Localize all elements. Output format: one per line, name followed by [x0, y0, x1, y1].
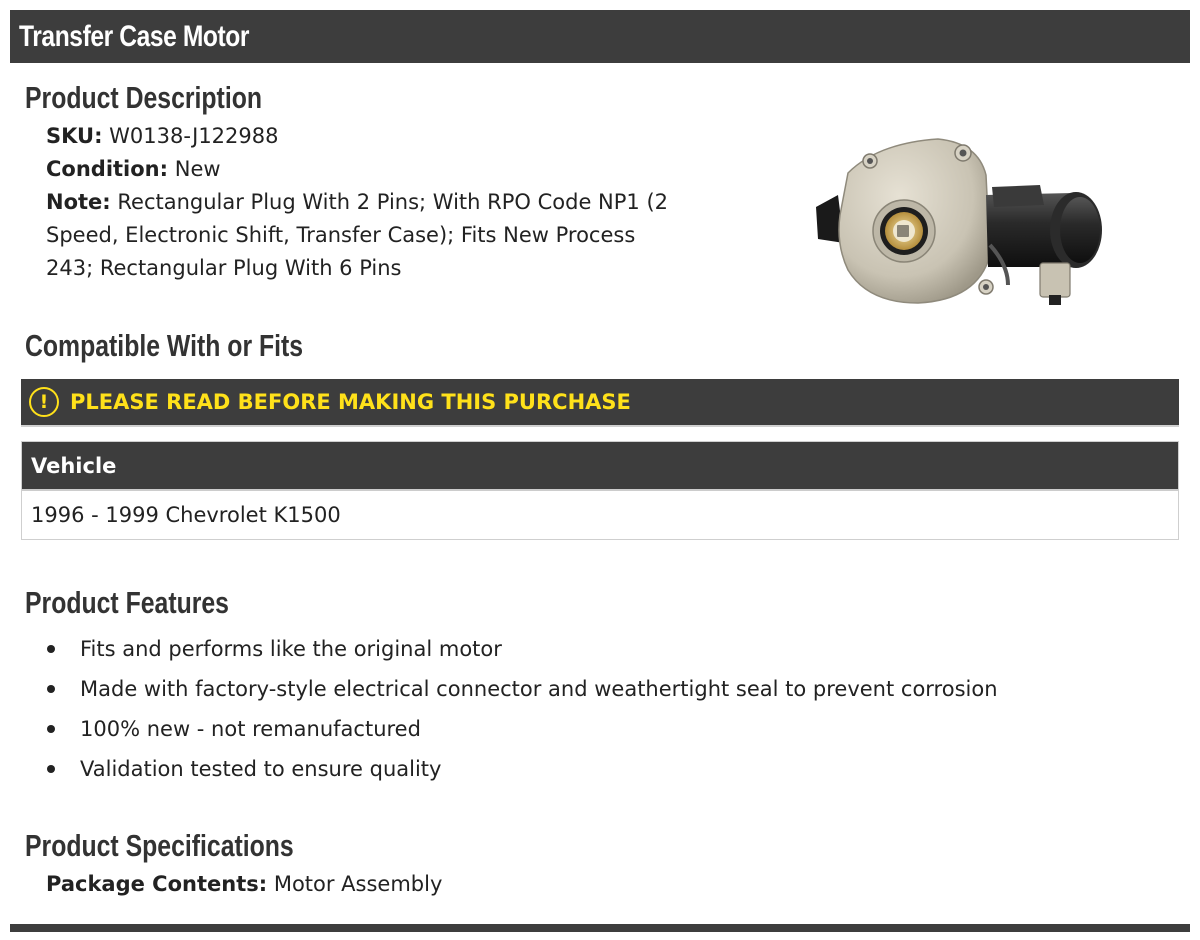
condition-label: Condition:: [46, 157, 169, 181]
compatibility-table: [21, 441, 1179, 540]
product-description-heading: Product Description: [25, 80, 263, 115]
warning-icon: !: [29, 387, 59, 417]
package-contents-value: Motor Assembly: [273, 872, 443, 896]
list-item: Validation tested to ensure quality: [46, 749, 998, 789]
list-item: Fits and performs like the original motor: [46, 629, 998, 669]
note-label: Note:: [46, 190, 111, 214]
sku-value: W0138-J122988: [109, 124, 279, 148]
condition-value: New: [174, 157, 221, 181]
product-description: [46, 120, 726, 285]
bullet-icon: [47, 725, 55, 733]
sku-line: [46, 120, 726, 153]
product-specifications-heading: Product Specifications: [25, 828, 294, 863]
note-line: [46, 186, 726, 219]
page-title: Transfer Case Motor: [19, 20, 250, 53]
table-header-vehicle: Vehicle: [22, 442, 1178, 491]
package-contents-label: Package Contents:: [46, 872, 268, 896]
list-item: Made with factory-style electrical connector and weathertight seal to prevent corrosion: [46, 669, 998, 709]
table-row: 1996 - 1999 Chevrolet K1500: [22, 491, 1178, 539]
sku-label: SKU:: [46, 124, 103, 148]
features-list: [46, 629, 998, 789]
product-image: [808, 135, 1108, 307]
product-features-heading: Product Features: [25, 585, 229, 620]
page-title-bar: [10, 10, 1190, 63]
compatible-heading: Compatible With or Fits: [25, 328, 304, 363]
note-text-1: Rectangular Plug With 2 Pins; With RPO Code NP1 (2: [117, 190, 669, 214]
bullet-icon: [47, 645, 55, 653]
package-contents-line: [46, 868, 442, 901]
purchase-warning-banner: [21, 379, 1179, 427]
bullet-icon: [47, 685, 55, 693]
bullet-icon: [47, 765, 55, 773]
condition-line: [46, 153, 726, 186]
list-item: 100% new - not remanufactured: [46, 709, 998, 749]
note-text-2: Speed, Electronic Shift, Transfer Case); Fits New Process: [46, 223, 636, 247]
warning-text: PLEASE READ BEFORE MAKING THIS PURCHASE: [70, 390, 631, 414]
bottom-divider: [10, 924, 1190, 932]
note-text-3: 243; Rectangular Plug With 6 Pins: [46, 256, 402, 280]
